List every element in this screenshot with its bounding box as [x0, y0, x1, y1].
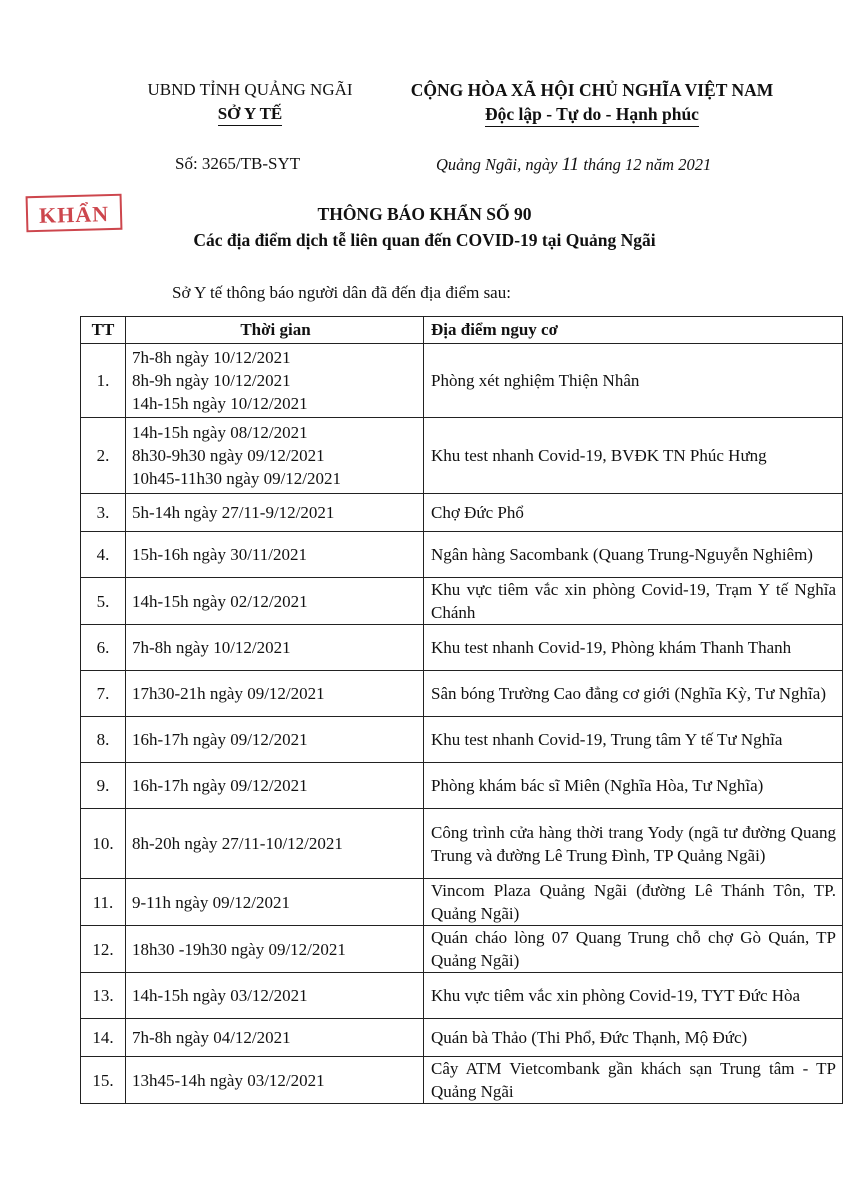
table-row	[81, 809, 843, 879]
row-time	[126, 532, 424, 578]
time-entry: 15h-16h ngày 30/11/2021	[132, 545, 308, 564]
table-row	[81, 344, 843, 418]
document-number: Số: 3265/TB-SYT	[175, 154, 301, 173]
row-place: Ngân hàng Sacombank (Quang Trung-Nguyễn Nghiêm)	[424, 532, 843, 578]
table-row	[81, 973, 843, 1019]
row-number: 8.	[81, 717, 126, 763]
date-day: 11	[561, 154, 580, 175]
time-entry: 7h-8h ngày 10/12/2021	[132, 348, 291, 367]
time-entry: 10h45-11h30 ngày 09/12/2021	[132, 469, 342, 488]
row-number: 3.	[81, 494, 126, 532]
time-entry: 8h-20h ngày 27/11-10/12/2021	[132, 834, 343, 853]
row-number: 7.	[81, 671, 126, 717]
row-time	[126, 809, 424, 879]
row-number: 13.	[81, 973, 126, 1019]
issuing-department: SỞ Y TẾ	[100, 104, 400, 126]
row-place: Phòng xét nghiệm Thiện Nhân	[424, 344, 843, 418]
table-row	[81, 879, 843, 926]
notice-title: THÔNG BÁO KHẨN SỐ 90	[317, 204, 532, 224]
time-entry: 14h-15h ngày 03/12/2021	[132, 986, 308, 1005]
table-row	[81, 671, 843, 717]
row-number: 12.	[81, 926, 126, 973]
time-entry: 14h-15h ngày 10/12/2021	[132, 394, 308, 413]
row-number: 2.	[81, 418, 126, 494]
table-row	[81, 418, 843, 494]
row-place: Vincom Plaza Quảng Ngãi (đường Lê Thánh Tôn, TP. Quảng Ngãi)	[424, 879, 843, 926]
table-row	[81, 578, 843, 625]
row-number: 14.	[81, 1019, 126, 1057]
national-title: CỘNG HÒA XÃ HỘI CHỦ NGHĨA VIỆT NAM	[410, 80, 774, 100]
row-place: Quán bà Thảo (Thi Phổ, Đức Thạnh, Mộ Đức)	[424, 1019, 843, 1057]
row-number: 9.	[81, 763, 126, 809]
header-time: Thời gian	[126, 317, 424, 344]
row-time	[126, 578, 424, 625]
header-place: Địa điểm nguy cơ	[424, 317, 843, 344]
row-number: 10.	[81, 809, 126, 879]
row-place: Phòng khám bác sĩ Miên (Nghĩa Hòa, Tư Nghĩa)	[424, 763, 843, 809]
row-place: Khu test nhanh Covid-19, BVĐK TN Phúc Hưng	[424, 418, 843, 494]
time-entry: 18h30 -19h30 ngày 09/12/2021	[132, 939, 346, 959]
table-row	[81, 532, 843, 578]
row-place: Khu test nhanh Covid-19, Trung tâm Y tế Tư Nghĩa	[424, 717, 843, 763]
table-row	[81, 625, 843, 671]
row-number: 11.	[81, 879, 126, 926]
row-number: 15.	[81, 1057, 126, 1104]
row-number: 1.	[81, 344, 126, 418]
time-entry: 14h-15h ngày 08/12/2021	[132, 423, 308, 442]
row-place: Sân bóng Trường Cao đẳng cơ giới (Nghĩa Kỳ, Tư Nghĩa)	[424, 671, 843, 717]
row-time	[126, 418, 424, 494]
row-time	[126, 717, 424, 763]
intro-text: Sở Y tế thông báo người dân đã đến địa điểm sau:	[172, 283, 511, 302]
row-time	[126, 879, 424, 926]
urgent-stamp: KHẨN	[26, 194, 123, 233]
row-place: Khu vực tiêm vắc xin phòng Covid-19, Trạm Y tế Nghĩa Chánh	[424, 578, 843, 625]
time-entry: 14h-15h ngày 02/12/2021	[132, 591, 308, 611]
time-entry: 16h-17h ngày 09/12/2021	[132, 730, 308, 749]
table-row	[81, 926, 843, 973]
table-row	[81, 717, 843, 763]
time-entry: 16h-17h ngày 09/12/2021	[132, 776, 308, 795]
locations-table	[80, 316, 843, 1104]
row-time	[126, 671, 424, 717]
row-number: 6.	[81, 625, 126, 671]
table-row	[81, 494, 843, 532]
row-place: Khu test nhanh Covid-19, Phòng khám Thanh Thanh	[424, 625, 843, 671]
row-place: Khu vực tiêm vắc xin phòng Covid-19, TYT Đức Hòa	[424, 973, 843, 1019]
time-entry: 5h-14h ngày 27/11-9/12/2021	[132, 503, 335, 522]
row-time	[126, 926, 424, 973]
row-place: Chợ Đức Phổ	[424, 494, 843, 532]
time-entry: 13h45-14h ngày 03/12/2021	[132, 1070, 325, 1090]
row-time	[126, 763, 424, 809]
notice-subtitle: Các địa điểm dịch tễ liên quan đến COVID-19 tại Quảng Ngãi	[193, 230, 656, 250]
row-number: 4.	[81, 532, 126, 578]
time-entry: 7h-8h ngày 10/12/2021	[132, 638, 291, 657]
row-number: 5.	[81, 578, 126, 625]
row-place: Cây ATM Vietcombank gần khách sạn Trung tâm - TP Quảng Ngãi	[424, 1057, 843, 1104]
row-time	[126, 494, 424, 532]
row-place: Quán cháo lòng 07 Quang Trung chỗ chợ Gò Quán, TP Quảng Ngãi)	[424, 926, 843, 973]
issuing-authority: UBND TỈNH QUẢNG NGÃI	[147, 80, 353, 99]
document-date: Quảng Ngãi, ngày 11 tháng 12 năm 2021	[436, 154, 712, 175]
national-motto: Độc lập - Tự do - Hạnh phúc	[392, 104, 792, 127]
time-entry: 17h30-21h ngày 09/12/2021	[132, 684, 325, 703]
row-time	[126, 1057, 424, 1104]
table-row	[81, 763, 843, 809]
row-time	[126, 1019, 424, 1057]
table-row	[81, 1019, 843, 1057]
row-time	[126, 344, 424, 418]
table-header-row	[81, 317, 843, 344]
time-entry: 8h30-9h30 ngày 09/12/2021	[132, 446, 325, 465]
row-time	[126, 973, 424, 1019]
row-place: Công trình cửa hàng thời trang Yody (ngã tư đường Quang Trung và đường Lê Trung Đình, TP Quảng Ngãi)	[424, 809, 843, 879]
time-entry: 7h-8h ngày 04/12/2021	[132, 1028, 291, 1047]
table-row	[81, 1057, 843, 1104]
time-entry: 8h-9h ngày 10/12/2021	[132, 371, 291, 390]
row-time	[126, 625, 424, 671]
header-no: TT	[81, 317, 126, 344]
time-entry: 9-11h ngày 09/12/2021	[132, 892, 291, 912]
